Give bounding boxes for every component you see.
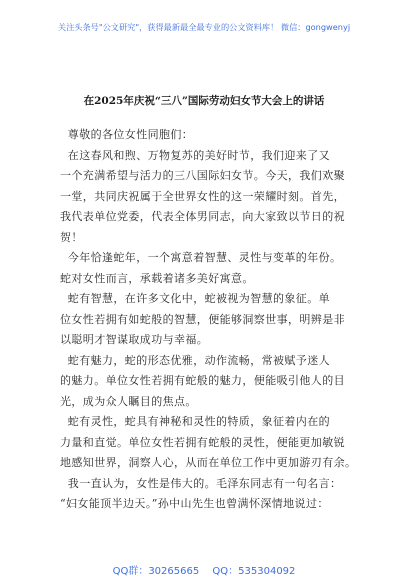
document-body <box>60 125 360 515</box>
salutation-line: 尊敬的各位女性同胞们： <box>60 128 194 141</box>
body-line: 的魅力。单位女性若拥有蛇般的魅力，便能吸引他人的目 <box>60 374 345 387</box>
body-line: 以聪明才智谋取成功与幸福。 <box>60 333 209 346</box>
body-line: 一堂，共同庆祝属于全世界女性的这一荣耀时刻。首先， <box>60 189 345 203</box>
body-line: 一个充满希望与活力的三八国际妇女节。今天，我们欢聚 <box>60 169 345 182</box>
body-line: 蛇有智慧，在许多文化中，蛇被视为智慧的象征。单 <box>60 292 330 305</box>
footer-contact <box>0 562 408 577</box>
body-line: 蛇有魅力，蛇的形态优雅，动作流畅，常被赋予迷人 <box>60 353 330 367</box>
body-line: 光，成为众人瞩目的焦点。 <box>60 394 197 408</box>
footer-qq: QQ：535304092 <box>212 566 296 577</box>
body-line: “妇女能顶半边天。”孙中山先生也曾满怀深情地说过： <box>60 497 329 510</box>
body-line: 我代表单位党委，代表全体男同志，向大家致以节日的祝 <box>60 210 345 223</box>
body-line: 位女性若拥有如蛇般的智慧，便能够洞察世事，明辨是非 <box>60 312 345 326</box>
body-line: 蛇对女性而言，承载着诸多美好寓意。 <box>60 271 254 285</box>
body-line: 地感知世界，洞察人心，从而在单位工作中更加游刃有余。 <box>60 456 357 469</box>
body-line: 今年恰逢蛇年，一个寓意着智慧、灵性与变革的年份。 <box>60 251 342 264</box>
body-line: 力量和直觉。单位女性若拥有蛇般的灵性，便能更加敏锐 <box>60 435 345 449</box>
header-banner: 关注头条号"公文研究"，获得最新最全最专业的公文资料库！ 微信：gongwenyj <box>57 22 351 32</box>
body-line: 蛇有灵性，蛇具有神秘和灵性的特质，象征着内在的 <box>60 415 330 428</box>
footer-qq-group: QQ群：30265665 <box>112 566 200 577</box>
body-line: 贺！ <box>60 230 83 244</box>
page-title: 在2025年庆祝“三八”国际劳动妇女节大会上的讲话 <box>83 95 325 107</box>
body-line: 我一直认为，女性是伟大的。毛泽东同志有一句名言： <box>60 476 342 490</box>
body-line: 在这春风和煦、万物复苏的美好时节，我们迎来了又 <box>60 148 330 162</box>
